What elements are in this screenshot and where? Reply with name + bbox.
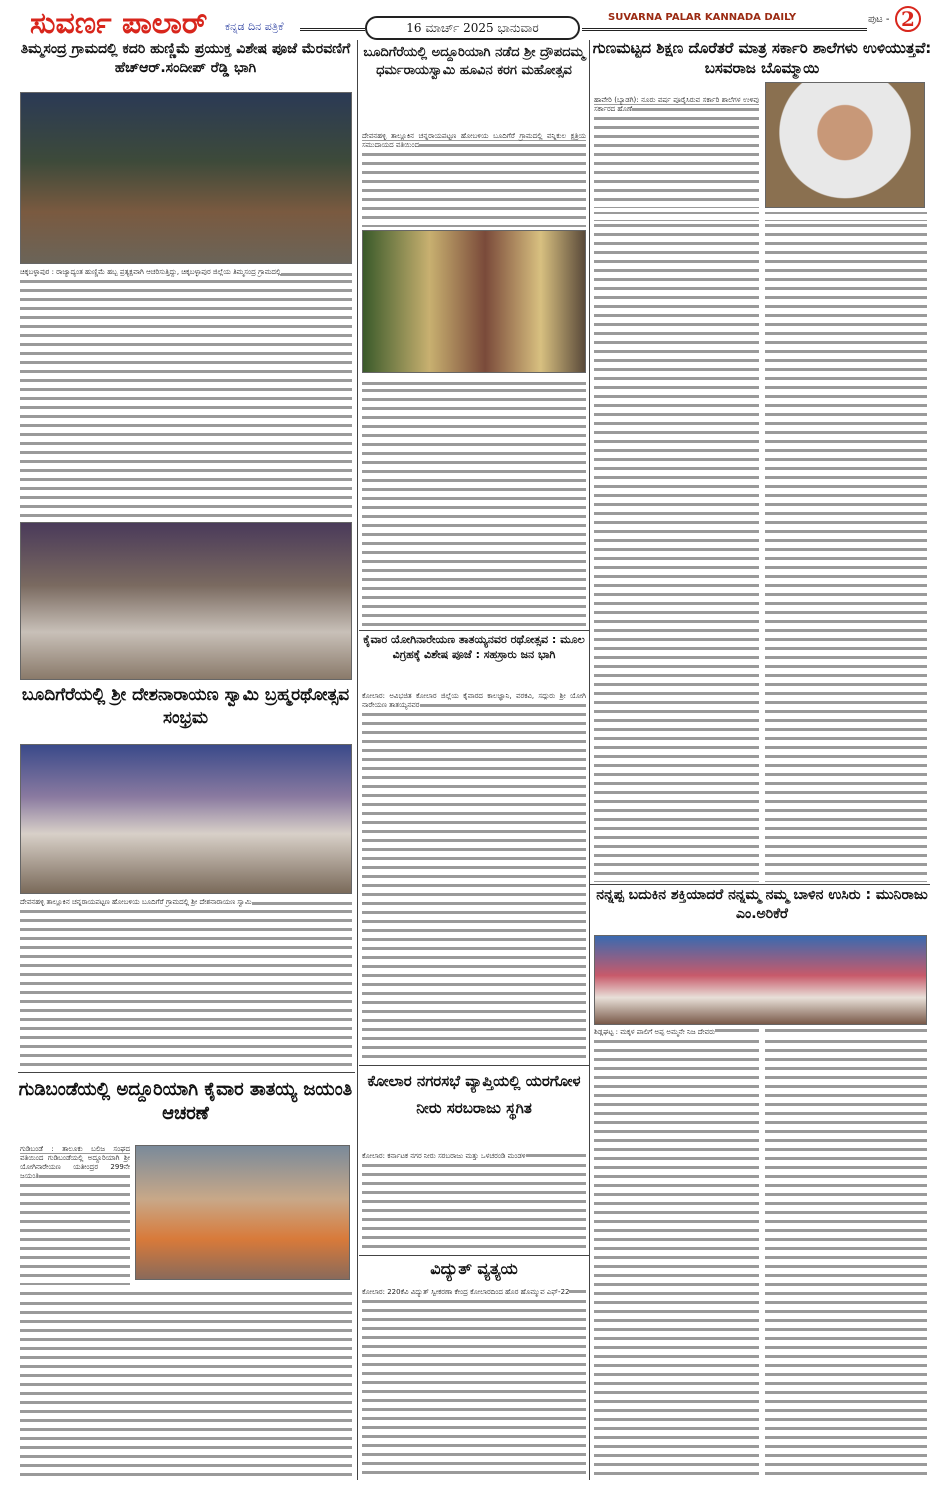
photo-jayanti	[135, 1145, 350, 1280]
photo-rathotsava	[20, 744, 352, 894]
article-body: ಶಿಡ್ಲಘಟ್ಟ : ಮಕ್ಕಳ ಪಾಲಿಗೆ ಅಪ್ಪ ಅಮ್ಮನೇ ನಿಜ ದೇವರು	[594, 1028, 759, 1480]
photo-event	[594, 935, 927, 1025]
page-label: ಪುಟ -	[868, 14, 890, 25]
column-divider	[589, 40, 590, 1480]
photo-procession	[20, 92, 352, 264]
headline: ವಿದ್ಯುತ್ ವ್ಯತ್ಯಯ	[430, 1259, 518, 1278]
divider	[18, 1072, 355, 1073]
headline: ಬೂದಿಗೆರೆಯಲ್ಲಿ ಅದ್ದೂರಿಯಾಗಿ ನಡೆದ ಶ್ರೀ ದ್ರೌಪದಮ್ಮ ಧರ್ಮರಾಯಸ್ವಾಮಿ ಹೂವಿನ ಕರಗ ಮಹೋತ್ಸವ	[363, 45, 585, 78]
article-body: ಕೋಲಾರ: 220ಕೆವಿ ವಿದ್ಯುತ್ ಸ್ವೀಕರಣಾ ಕೇಂದ್ರ ಕೋಲಾರದಿಂದ ಹೊರ ಹೊಮ್ಮುವ ಎಫ್-22	[362, 1288, 586, 1478]
headline: ಗುಡಿಬಂಡೆಯಲ್ಲಿ ಅದ್ದೂರಿಯಾಗಿ ಕೈವಾರ ತಾತಯ್ಯ ಜಯಂತಿ ಆಚರಣೆ	[18, 1079, 353, 1125]
article-body	[765, 1028, 927, 1480]
divider	[359, 1255, 589, 1256]
article-body: ದೇವನಹಳ್ಳಿ ತಾಲ್ಲೂಕಿನ ಚನ್ನರಾಯಪಟ್ಟಣ ಹೋಬಳಿಯ ಬೂದಿಗೆರೆ ಗ್ರಾಮದಲ್ಲಿ ವನ್ನಿಕುಲ ಕ್ಷತ್ರಿಯ ಸಮುದಾಯದ ವತಿಯಿಂದ	[362, 132, 586, 227]
headline: ಕೈವಾರ ಯೋಗಿನಾರೇಯಣ ತಾತಯ್ಯನವರ ರಥೋತ್ಸವ : ಮೂಲ ವಿಗ್ರಹಕ್ಕೆ ವಿಶೇಷ ಪೂಜೆ : ಸಹಸ್ರಾರು ಜನ ಭಾಗಿ	[363, 633, 585, 661]
article-body	[765, 212, 927, 882]
column-divider	[357, 40, 358, 1480]
article-body: ಹಾವೇರಿ (ಬ್ಯಾಡಗಿ): ನೂರು ವರ್ಷ ಪೂರೈಸಿರುವ ಸರ್ಕಾರಿ ಶಾಲೆಗಳ ಉಳಿವು ಸರ್ಕಾರದ ಹೊಣೆ	[594, 96, 759, 208]
article-body	[594, 212, 759, 882]
article-body: ಕೋಲಾರ: ಕರ್ನಾಟಕ ನಗರ ನೀರು ಸರಬರಾಜು ಮತ್ತು ಒಳಚರಂಡಿ ಮಂಡಳಿ	[362, 1152, 586, 1252]
divider	[359, 1065, 589, 1066]
article-body: ದೇವನಹಳ್ಳಿ ತಾಲ್ಲೂಕಿನ ಚನ್ನರಾಯಪಟ್ಟಣ ಹೋಬಳಿಯ ಬೂದಿಗೆರೆ ಗ್ರಾಮದಲ್ಲಿ ಶ್ರೀ ದೇಶನಾರಾಯಣ ಸ್ವಾಮಿ	[20, 898, 352, 1068]
article-body: ಕೋಲಾರ: ಅವಿಭಜಿತ ಕೋಲಾರ ಜಿಲ್ಲೆಯ ಕೈವಾರದ ಕಾಲಜ್ಞಾನಿ, ವರಕವಿ, ಸದ್ಗುರು ಶ್ರೀ ಯೋಗಿ ನಾರೇಯಣ ತಾತಯ್ಯನವರ	[362, 692, 586, 1062]
divider	[300, 28, 365, 31]
masthead-title: ಸುವರ್ಣ ಪಾಲಾರ್	[30, 6, 208, 41]
page-number: 2	[895, 6, 921, 32]
photo-bommai	[765, 82, 925, 208]
headline: ತಿಮ್ಮಸಂದ್ರ ಗ್ರಾಮದಲ್ಲಿ ಕದರಿ ಹುಣ್ಣಿಮೆ ಪ್ರಯುಕ್ತ ವಿಶೇಷ ಪೂಜೆ ಮೆರವಣಿಗೆ ಹೆಚ್‌ಆರ್.ಸಂದೀಪ್ ರೆಡ್ಡಿ ಭಾಗಿ	[20, 41, 351, 76]
photo-crowd	[20, 522, 352, 680]
photo-karaga	[362, 230, 586, 373]
divider	[359, 630, 589, 631]
headline: ಕೋಲಾರ ನಗರಸಭೆ ವ್ಯಾಪ್ತಿಯಲ್ಲಿ ಯರಗೋಳ ನೀರು ಸರಬರಾಜು ಸ್ಥಗಿತ	[367, 1072, 581, 1117]
article-body	[20, 1290, 352, 1480]
divider	[590, 884, 930, 885]
headline: ಗುಣಮಟ್ಟದ ಶಿಕ್ಷಣ ದೊರೆತರೆ ಮಾತ್ರ ಸರ್ಕಾರಿ ಶಾಲೆಗಳು ಉಳಿಯುತ್ತವೆ: ಬಸವರಾಜ ಬೊಮ್ಮಾಯಿ	[592, 39, 932, 78]
divider	[582, 28, 867, 31]
article-body	[362, 377, 586, 627]
headline: ನನ್ನಪ್ಪ ಬದುಕಿನ ಶಕ್ತಿಯಾದರೆ ನನ್ನಮ್ಮ ನಮ್ಮ ಬಾಳಿನ ಉಸಿರು : ಮುನಿರಾಜು ಎಂ.ಅರಿಕೆರೆ	[596, 887, 928, 922]
article-body: ಚಿಕ್ಕಬಳ್ಳಾಪುರ : ರಾಜ್ಯಾದ್ಯಂತ ಹುಣ್ಣಿಮೆ ಹಬ್ಬ ಪ್ರತ್ಯಕ್ಷವಾಗಿ ಆಚರಿಸುತ್ತಿದ್ದು, ಚಿಕ್ಕಬಳ್ಳಾಪುರ ಜಿಲ್ಲೆಯ ತಿಮ್ಮಸಂದ್ರ ಗ್ರಾಮದಲ್ಲಿ	[20, 268, 352, 518]
date: 16 ಮಾರ್ಚ್ 2025 ಭಾನುವಾರ	[365, 16, 580, 40]
headline: ಬೂದಿಗೆರೆಯಲ್ಲಿ ಶ್ರೀ ದೇಶನಾರಾಯಣ ಸ್ವಾಮಿ ಬ್ರಹ್ಮರಥೋತ್ಸವ ಸಂಭ್ರಮ	[21, 685, 350, 728]
masthead-tagline: ಕನ್ನಡ ದಿನ ಪತ್ರಿಕೆ	[225, 20, 284, 33]
article-body: ಗುಡಿಬಂಡೆ : ತಾಲೂಕು ಬಲಿಜ ಸಂಘದ ವತಿಯಿಂದ ಗುಡಿಬಂಡೆಯಲ್ಲಿ ಅದ್ದೂರಿಯಾಗಿ ಶ್ರೀ ಯೋಗಿನಾರೇಯಣ ಯತೀಂದ್ರರ 299ನೇ ಜಯಂತಿ	[20, 1145, 130, 1285]
english-name: SUVARNA PALAR KANNADA DAILY	[608, 12, 797, 23]
